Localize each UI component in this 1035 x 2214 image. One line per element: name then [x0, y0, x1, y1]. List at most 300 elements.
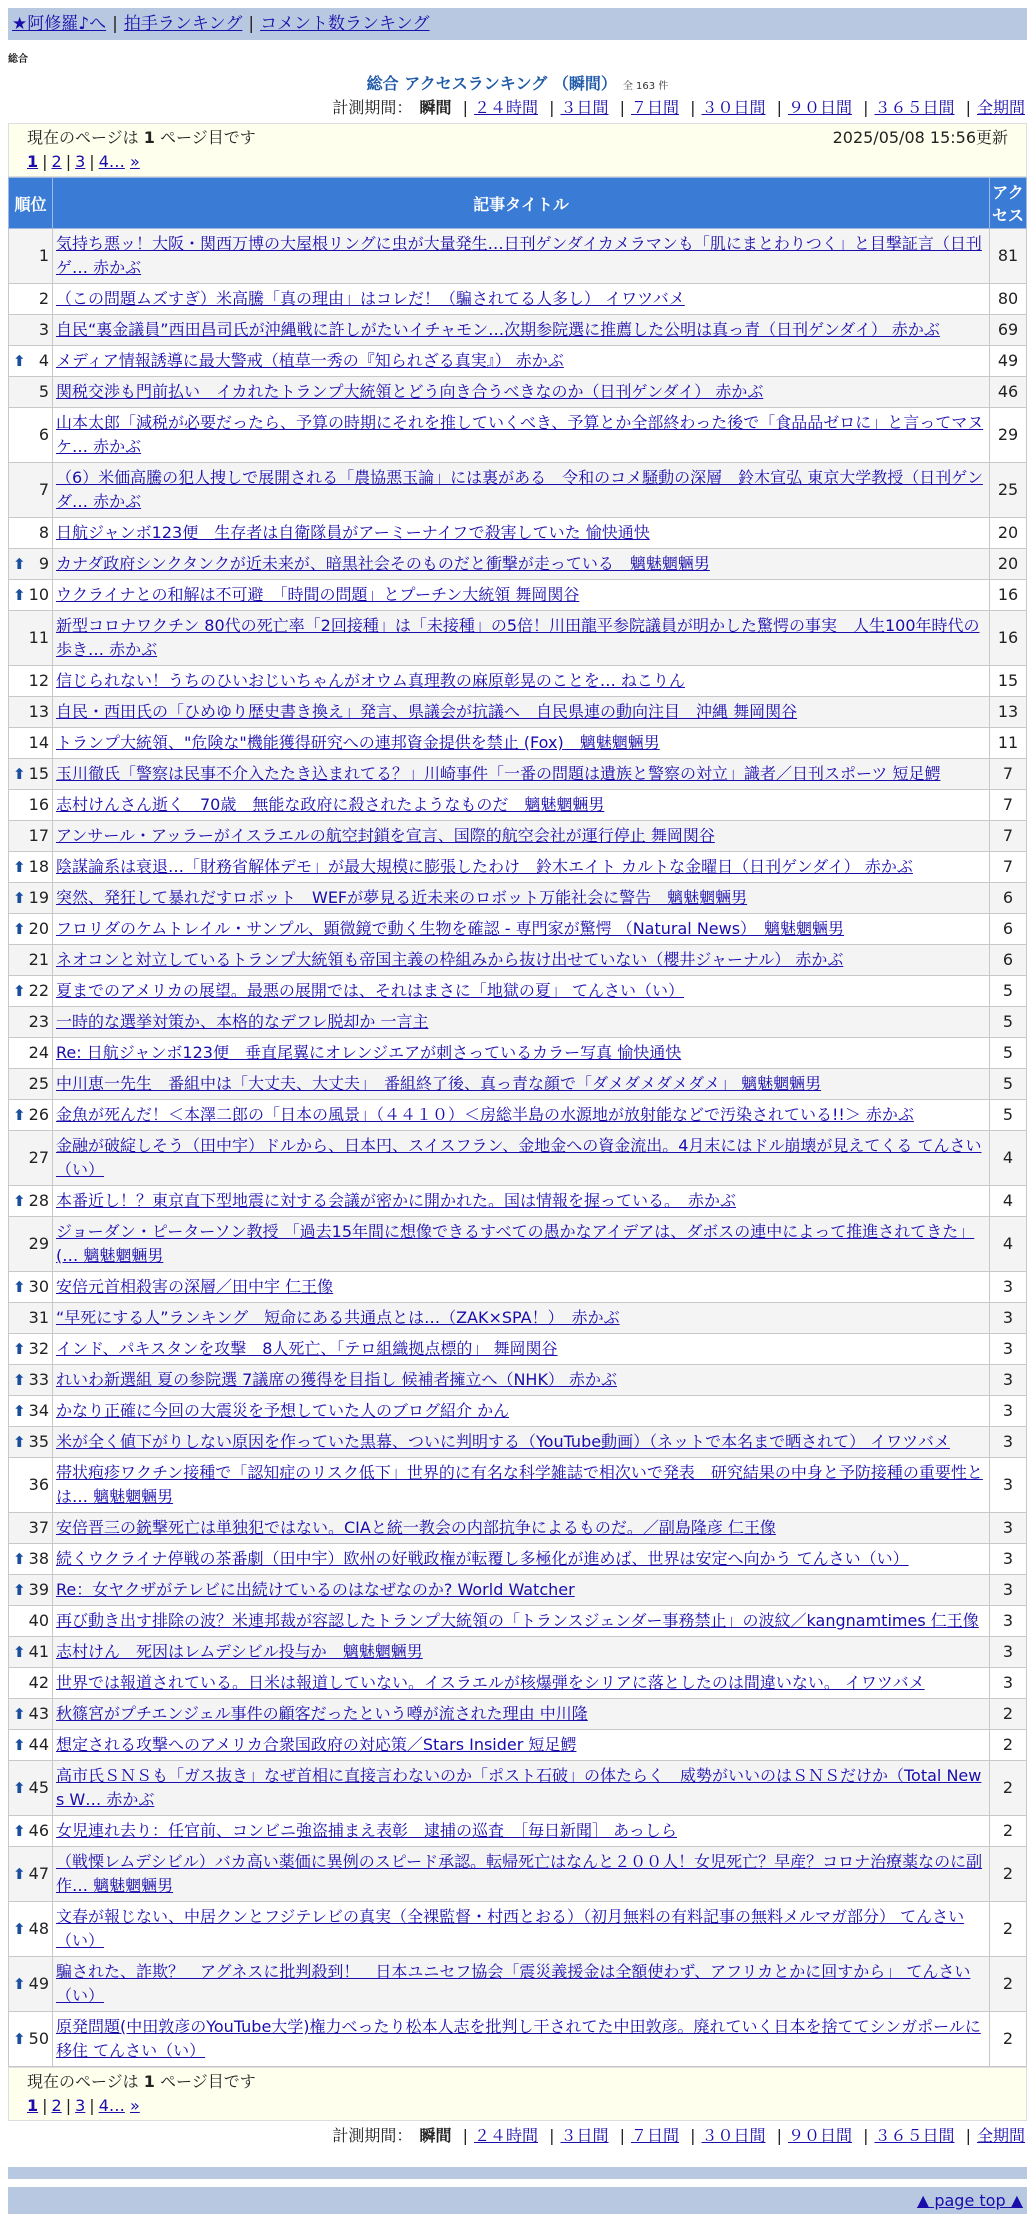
period-link-all[interactable]: 全期間: [976, 2126, 1025, 2145]
title-cell: [53, 1396, 990, 1427]
title-cell: [53, 611, 990, 666]
table-row: [9, 1365, 1027, 1396]
rank-up-arrow-icon: ⬆: [13, 555, 26, 573]
period-link-3d[interactable]: ３日間: [560, 2126, 609, 2145]
access-count: 2: [990, 1902, 1027, 1957]
ranking-title: 総合 アクセスランキング （瞬間）: [366, 74, 617, 93]
rank-cell: [9, 728, 53, 759]
table-row: [9, 1396, 1027, 1427]
rank-number: 13: [28, 702, 49, 721]
rank-number: 20: [28, 919, 49, 938]
article-title-link[interactable]: 玉川徹氏「警察は民事不介入たたき込まれてる？」川崎事件「一番の問題は遺族と警察の対立」識者／日刊スポーツ 短足鰐: [56, 764, 941, 783]
rank-cell: [9, 1100, 53, 1131]
period-link-365d[interactable]: ３６５日間: [874, 98, 955, 117]
title-cell: [53, 1606, 990, 1637]
title-cell: [53, 2012, 990, 2067]
rank-up-arrow-icon: ⬆: [13, 1581, 26, 1599]
rank-number: 28: [28, 1191, 49, 1210]
rank-cell: [9, 759, 53, 790]
rank-number: 12: [28, 671, 49, 690]
rank-cell: [9, 1816, 53, 1847]
article-title-link[interactable]: 新型コロナワクチン 80代の死亡率「2回接種」は「未接種」の5倍！川田龍平参院議員が明かした驚愕の事実 人生100年時代の歩き… 赤かぶ: [56, 616, 980, 659]
article-title-link[interactable]: 山本太郎「減税が必要だったら、予算の時期にそれを推していくべき、予算とか全部終わった後で「食品品ゼロに」と言ってマヌケ… 赤かぶ: [56, 413, 984, 456]
access-count: 5: [990, 1038, 1027, 1069]
table-row: [9, 790, 1027, 821]
table-row: [9, 883, 1027, 914]
period-label: 計測期間：: [332, 98, 413, 117]
article-title-link[interactable]: 原発問題(中田敦彦のYouTube大学)権力べったり松本人志を批判し干されてた中田敦彦。廃れていく日本を捨ててシンガポールに移住 てんさい（い）: [56, 2017, 981, 2060]
rank-cell: [9, 945, 53, 976]
rank-number: 35: [28, 1432, 49, 1451]
rank-up-arrow-icon: ⬆: [13, 586, 26, 604]
rank-up-arrow-icon: ⬆: [13, 889, 26, 907]
title-cell: [53, 377, 990, 408]
next-page-link[interactable]: »: [129, 2096, 140, 2115]
table-row: [9, 408, 1027, 463]
rank-up-arrow-icon: ⬆: [13, 1779, 26, 1797]
title-cell: [53, 728, 990, 759]
rank-cell: [9, 2012, 53, 2067]
page-link-2[interactable]: 2: [51, 2096, 62, 2115]
access-count: 3: [990, 1668, 1027, 1699]
table-row: [9, 549, 1027, 580]
title-cell: [53, 1427, 990, 1458]
rank-cell: [9, 1272, 53, 1303]
rank-cell: [9, 1303, 53, 1334]
rank-number: 50: [28, 2029, 49, 2048]
rank-number: 9: [38, 554, 49, 573]
period-label: 計測期間：: [332, 2126, 413, 2145]
article-title-link[interactable]: （6）米価高騰の犯人捜しで展開される「農協悪玉論」には裏がある 令和のコメ騒動の深層 鈴木宣弘 東京大学教授（日刊ゲンダ… 赤かぶ: [56, 468, 983, 511]
title-cell: [53, 1957, 990, 2012]
rank-cell: [9, 883, 53, 914]
page-link-4[interactable]: 4…: [98, 2096, 125, 2115]
home-link[interactable]: ★阿修羅♪へ: [12, 14, 107, 34]
article-title-link[interactable]: 自民“裏金議員”西田昌司氏が沖縄戦に許しがたいイチャモン…次期参院選に推薦した公明は真っ青（日刊ゲンダイ） 赤かぶ: [56, 320, 940, 339]
rank-number: 46: [28, 1821, 49, 1840]
top-nav-bar: [8, 8, 1027, 40]
title-cell: [53, 580, 990, 611]
rank-cell: [9, 346, 53, 377]
rank-up-arrow-icon: ⬆: [13, 1340, 26, 1358]
table-row: [9, 1131, 1027, 1186]
rank-cell: [9, 1217, 53, 1272]
page-link-3[interactable]: 3: [75, 2096, 86, 2115]
article-title-link[interactable]: カナダ政府シンクタンクが近未来が、暗黒社会そのものだと衝撃が走っている 魑魅魍魎男: [56, 554, 710, 573]
access-count: 7: [990, 790, 1027, 821]
period-link-365d[interactable]: ３６５日間: [874, 2126, 955, 2145]
rank-number: 6: [38, 425, 49, 444]
access-count: 5: [990, 976, 1027, 1007]
access-count: 5: [990, 1100, 1027, 1131]
title-cell: [53, 1816, 990, 1847]
rank-cell: [9, 1458, 53, 1513]
rank-cell: [9, 463, 53, 518]
comment-ranking-link[interactable]: コメント数ランキング: [260, 14, 430, 34]
article-title-link[interactable]: トランプ大統領、"危険な"機能獲得研究への連邦資金提供を禁止 (Fox) 魑魅魍魎男: [56, 733, 660, 752]
article-title-link[interactable]: 文春が報じない、中居クンとフジテレビの真実（全裸監督・村西とおる）（初月無料の有料記事の無料メルマガ部分） てんさい（い）: [56, 1907, 965, 1950]
access-count: 4: [990, 1186, 1027, 1217]
rank-number: 29: [28, 1234, 49, 1253]
footer-divider: [8, 2167, 1027, 2179]
article-title-link[interactable]: 高市氏ＳＮＳも「ガス抜き」なぜ首相に直接言わないのか「ポスト石破」の体たらく 威勢がいいのはＳＮＳだけか（Total News W… 赤かぶ: [56, 1766, 982, 1809]
rank-up-arrow-icon: ⬆: [13, 858, 26, 876]
rank-cell: [9, 1847, 53, 1902]
access-count: 6: [990, 914, 1027, 945]
title-cell: [53, 1902, 990, 1957]
ranking-table-body: [9, 229, 1027, 2067]
rank-number: 5: [38, 382, 49, 401]
article-title-link[interactable]: Re: 日航ジャンボ123便 垂直尾翼にオレンジエアが刺さっているカラー写真 愉快通快: [56, 1043, 682, 1062]
rank-cell: [9, 315, 53, 346]
title-cell: [53, 1761, 990, 1816]
title-cell: [53, 852, 990, 883]
rank-number: 36: [28, 1475, 49, 1494]
period-link-30d[interactable]: ３０日間: [701, 98, 766, 117]
rank-up-arrow-icon: ⬆: [13, 765, 26, 783]
title-cell: [53, 790, 990, 821]
period-link-90d[interactable]: ９０日間: [787, 2126, 852, 2145]
table-row: [9, 463, 1027, 518]
period-link-3d[interactable]: ３日間: [560, 98, 609, 117]
article-title-link[interactable]: 女児連れ去り：任官前、コンビニ強盗捕まえ表彰 逮捕の巡査 ［毎日新聞］ あっしら: [56, 1821, 677, 1840]
rank-number: 15: [28, 764, 49, 783]
rank-cell: [9, 1069, 53, 1100]
rank-cell: [9, 697, 53, 728]
rank-number: 42: [28, 1673, 49, 1692]
title-cell: [53, 1334, 990, 1365]
article-title-link[interactable]: ネオコンと対立しているトランプ大統領も帝国主義の枠組みから抜け出せていない（櫻井ジャーナル） 赤かぶ: [56, 950, 844, 969]
table-row: [9, 1902, 1027, 1957]
access-count: 4: [990, 1131, 1027, 1186]
article-title-link[interactable]: 安倍元首相殺害の深層／田中宇 仁王像: [56, 1277, 334, 1296]
column-header-access: アクセス: [990, 178, 1027, 229]
table-row: [9, 976, 1027, 1007]
page-status-bottom: 現在のページは 1 ページ目です: [27, 2072, 256, 2091]
article-title-link[interactable]: フロリダのケムトレイル・サンプル、顕微鏡で動く生物を確認 - 専門家が驚愕 （Natural News） 魑魅魍魎男: [56, 919, 845, 938]
rank-up-arrow-icon: ⬆: [13, 920, 26, 938]
table-row: [9, 821, 1027, 852]
rank-up-arrow-icon: ⬆: [13, 1705, 26, 1723]
access-count: 7: [990, 759, 1027, 790]
title-cell: [53, 976, 990, 1007]
table-row: [9, 377, 1027, 408]
title-cell: [53, 229, 990, 284]
access-count: 2: [990, 1761, 1027, 1816]
access-count: 80: [990, 284, 1027, 315]
rank-number: 11: [28, 628, 49, 647]
rank-cell: [9, 1186, 53, 1217]
period-selector-bottom: 計測期間： 瞬間 | ２４時間 | ３日間 | ７日間 | ３０日間 | ９０日間 | ３６５日間 | 全期間: [332, 2126, 1025, 2145]
rank-cell: [9, 377, 53, 408]
article-title-link[interactable]: 志村けん 死因はレムデシビル投与か 魑魅魍魎男: [56, 1642, 423, 1661]
page-top-bar: [8, 2187, 1027, 2214]
article-title-link[interactable]: れいわ新選組 夏の参院選 7議席の獲得を目指し 候補者擁立へ（NHK） 赤かぶ: [56, 1370, 618, 1389]
table-row: [9, 1100, 1027, 1131]
access-count: 3: [990, 1365, 1027, 1396]
rank-up-arrow-icon: ⬆: [13, 982, 26, 1000]
pager-top: [8, 123, 1027, 177]
title-cell: [53, 1100, 990, 1131]
article-title-link[interactable]: ジョーダン・ピーターソン教授 「過去15年間に想像できるすべての愚かなアイデアは、ダボスの連中によって推進されてきた」(… 魑魅魍魎男: [56, 1222, 975, 1265]
article-title-link[interactable]: 自民・西田氏の「ひめゆり歴史書き換え」発言、県議会が抗議へ 自民県連の動向注目 沖縄 舞岡関谷: [56, 702, 798, 721]
title-cell: [53, 1699, 990, 1730]
page-link-3[interactable]: 3: [75, 152, 86, 171]
article-title-link[interactable]: インド、パキスタンを攻撃 8人死亡、「テロ組織拠点標的」 舞岡関谷: [56, 1339, 558, 1358]
article-title-link[interactable]: 一時的な選挙対策か、本格的なデフレ脱却か 一言主: [56, 1012, 429, 1031]
article-title-link[interactable]: 世界では報道されている。日米は報道していない。イスラエルが核爆弾をシリアに落としたのは間違いない。 イワツバメ: [56, 1673, 925, 1692]
rank-cell: [9, 666, 53, 697]
page-link-1[interactable]: 1: [27, 152, 39, 171]
rank-cell: [9, 1668, 53, 1699]
rank-cell: [9, 284, 53, 315]
rank-cell: [9, 580, 53, 611]
table-row: [9, 1544, 1027, 1575]
title-cell: [53, 1365, 990, 1396]
article-title-link[interactable]: 本番近し！？東京直下型地震に対する会議が密かに開かれた。国は情報を握っている。 赤かぶ: [56, 1191, 737, 1210]
article-title-link[interactable]: 安倍晋三の銃撃死亡は単独犯ではない。CIAと統一教会の内部抗争によるものだ。／副島隆彦 仁王像: [56, 1518, 776, 1537]
article-title-link[interactable]: 志村けんさん逝く 70歳 無能な政府に殺されたようなものだ 魑魅魍魎男: [56, 795, 605, 814]
period-link-30d[interactable]: ３０日間: [701, 2126, 766, 2145]
table-row: [9, 1458, 1027, 1513]
rank-up-arrow-icon: ⬆: [13, 1371, 26, 1389]
table-row: [9, 1699, 1027, 1730]
article-title-link[interactable]: アンサール・アッラーがイスラエルの航空封鎖を宣言、国際的航空会社が運行停止 舞岡関谷: [56, 826, 715, 845]
rank-number: 38: [28, 1549, 49, 1568]
rank-cell: [9, 408, 53, 463]
rank-cell: [9, 518, 53, 549]
rank-cell: [9, 1131, 53, 1186]
access-count: 3: [990, 1458, 1027, 1513]
rank-cell: [9, 549, 53, 580]
title-cell: [53, 1458, 990, 1513]
rank-up-arrow-icon: ⬆: [13, 1433, 26, 1451]
rank-number: 7: [38, 480, 49, 499]
table-row: [9, 1303, 1027, 1334]
rank-up-arrow-icon: ⬆: [13, 1106, 26, 1124]
article-title-link[interactable]: 続くウクライナ停戦の茶番劇（田中宇）欧州の好戦政権が転覆し多極化が進めば、世界は安定へ向かう てんさい（い）: [56, 1549, 909, 1568]
title-cell: [53, 315, 990, 346]
article-title-link[interactable]: 米が全く値下がりしない原因を作っていた黒幕、ついに判明する（YouTube動画）（ネットで本名まで晒されて） イワツバメ: [56, 1432, 950, 1451]
title-cell: [53, 666, 990, 697]
article-title-link[interactable]: 関税交渉も門前払い イカれたトランプ大統領とどう向き合うべきなのか（日刊ゲンダイ） 赤かぶ: [56, 382, 764, 401]
access-count: 2: [990, 1957, 1027, 2012]
access-count: 3: [990, 1396, 1027, 1427]
rank-cell: [9, 1513, 53, 1544]
rank-up-arrow-icon: ⬆: [13, 1975, 26, 1993]
rank-up-arrow-icon: ⬆: [13, 1278, 26, 1296]
title-cell: [53, 1007, 990, 1038]
rank-cell: [9, 852, 53, 883]
rank-up-arrow-icon: ⬆: [13, 1643, 26, 1661]
title-cell: [53, 1186, 990, 1217]
rank-cell: [9, 1730, 53, 1761]
period-selector-top: 計測期間： 瞬間 | ２４時間 | ３日間 | ７日間 | ３０日間 | ９０日間 | ３６５日間 | 全期間: [332, 98, 1025, 117]
title-cell: [53, 883, 990, 914]
rank-number: 48: [28, 1919, 49, 1938]
period-current: 瞬間: [419, 98, 452, 117]
rank-cell: [9, 790, 53, 821]
rank-cell: [9, 821, 53, 852]
table-row: [9, 1427, 1027, 1458]
table-row: [9, 229, 1027, 284]
title-cell: [53, 284, 990, 315]
article-title-link[interactable]: 中川恵一先生 番組中は「大丈夫、大丈夫」 番組終了後、真っ青な顔で「ダメダメダメダメ」 魑魅魍魎男: [56, 1074, 822, 1093]
article-title-link[interactable]: 金魚が死んだ！＜本澤二郎の「日本の風景」（４４１０）＜房総半島の水源地が放射能などで汚染されている!!＞ 赤かぶ: [56, 1105, 914, 1124]
article-title-link[interactable]: メディア情報誘導に最大警戒（植草一秀の『知られざる真実』） 赤かぶ: [56, 351, 564, 370]
rank-cell: [9, 1396, 53, 1427]
access-count: 7: [990, 852, 1027, 883]
article-title-link[interactable]: かなり正確に今回の大震災を予想していた人のブログ紹介 かん: [56, 1401, 510, 1420]
page-links-bottom: 1 | 2 | 3 | 4… »: [27, 2096, 140, 2115]
access-count: 3: [990, 1606, 1027, 1637]
title-cell: [53, 1668, 990, 1699]
rank-cell: [9, 611, 53, 666]
rank-cell: [9, 1606, 53, 1637]
access-count: 2: [990, 2012, 1027, 2067]
article-title-link[interactable]: （戦慄レムデシビル）バカ高い薬価に異例のスピード承認。転帰死亡はなんと２００人！女児死亡？早産？コロナ治療薬なのに副作… 魑魅魍魎男: [56, 1852, 983, 1895]
rank-up-arrow-icon: ⬆: [13, 1550, 26, 1568]
table-row: [9, 666, 1027, 697]
rank-up-arrow-icon: ⬆: [13, 1920, 26, 1938]
rank-number: 18: [28, 857, 49, 876]
table-row: [9, 1334, 1027, 1365]
page-link-2[interactable]: 2: [51, 152, 62, 171]
rank-cell: [9, 914, 53, 945]
title-cell: [53, 408, 990, 463]
table-row: [9, 580, 1027, 611]
rank-up-arrow-icon: ⬆: [13, 1192, 26, 1210]
article-title-link[interactable]: 騙された、詐欺？ アグネスに批判殺到！ 日本ユニセフ協会「震災義援金は全額使わず、アフリカとかに回すから」 てんさい（い）: [56, 1962, 971, 2005]
rank-number: 23: [28, 1012, 49, 1031]
article-title-link[interactable]: （この問題ムズすぎ）米高騰「真の理由」はコレだ！（騙されてる人多し） イワツバメ: [56, 289, 685, 308]
column-header-rank: 順位: [9, 178, 53, 229]
rank-number: 1: [38, 246, 49, 265]
table-row: [9, 1816, 1027, 1847]
rank-number: 31: [28, 1308, 49, 1327]
nav-separator: |: [248, 14, 255, 34]
table-row: [9, 1038, 1027, 1069]
article-title-link[interactable]: 突然、発狂して暴れだすロボット WEFが夢見る近未来のロボット万能社会に警告 魑魅魍魎男: [56, 888, 748, 907]
title-cell: [53, 1513, 990, 1544]
access-count: 3: [990, 1544, 1027, 1575]
table-row: [9, 1272, 1027, 1303]
next-page-link[interactable]: »: [129, 152, 140, 171]
period-link-7d[interactable]: ７日間: [630, 98, 679, 117]
period-link-all[interactable]: 全期間: [976, 98, 1025, 117]
title-cell: [53, 1303, 990, 1334]
rank-number: 27: [28, 1148, 49, 1167]
access-count: 16: [990, 580, 1027, 611]
rank-cell: [9, 1699, 53, 1730]
rank-cell: [9, 976, 53, 1007]
table-row: [9, 284, 1027, 315]
rank-number: 4: [38, 351, 49, 370]
rank-cell: [9, 1544, 53, 1575]
title-cell: [53, 821, 990, 852]
article-title-link[interactable]: 信じられない！うちのひいおじいちゃんがオウム真理教の麻原彰晃のことを… ねこりん: [56, 671, 685, 690]
period-link-90d[interactable]: ９０日間: [787, 98, 852, 117]
article-title-link[interactable]: 気持ち悪ッ！大阪・関西万博の大屋根リングに虫が大量発生…日刊ゲンダイカメラマンも「肌にまとわりつく」と目撃証言（日刊ゲ… 赤かぶ: [56, 234, 982, 277]
rank-number: 10: [28, 585, 49, 604]
title-cell: [53, 1069, 990, 1100]
article-title-link[interactable]: ウクライナとの和解は不可避 「時間の問題」とプーチン大統領 舞岡関谷: [56, 585, 580, 604]
access-count: 2: [990, 1847, 1027, 1902]
page-link-1[interactable]: 1: [27, 2096, 39, 2115]
article-title-link[interactable]: 秋篠宮がプチエンジェル事件の顧客だったという噂が流された理由 中川隆: [56, 1704, 588, 1723]
article-title-link[interactable]: 帯状疱疹ワクチン接種で「認知症のリスク低下」世界的に有名な科学雑誌で相次いで発表 研究結果の中身と予防接種の重要性とは… 魑魅魍魎男: [56, 1463, 983, 1506]
access-count: 3: [990, 1272, 1027, 1303]
access-count: 49: [990, 346, 1027, 377]
page-status: 現在のページは 1 ページ目です: [27, 128, 256, 147]
rank-cell: [9, 1957, 53, 2012]
article-title-link[interactable]: 日航ジャンボ123便 生存者は自衛隊員がアーミーナイフで殺害していた 愉快通快: [56, 523, 650, 542]
rank-number: 22: [28, 981, 49, 1000]
column-header-title: 記事タイトル: [53, 178, 990, 229]
article-title-link[interactable]: 再び動き出す排除の波？米連邦裁が容認したトランプ大統領の「トランスジェンダー事務禁止」の波紋／kangnamtimes 仁王像: [56, 1611, 979, 1630]
access-count: 7: [990, 821, 1027, 852]
table-row: [9, 852, 1027, 883]
access-count: 29: [990, 408, 1027, 463]
table-row: [9, 914, 1027, 945]
access-count: 25: [990, 463, 1027, 518]
title-cell: [53, 549, 990, 580]
title-cell: [53, 1038, 990, 1069]
rank-number: 45: [28, 1778, 49, 1797]
nav-separator: |: [112, 14, 118, 34]
title-cell: [53, 346, 990, 377]
table-row: [9, 945, 1027, 976]
article-title-link[interactable]: Re：女ヤクザがテレビに出続けているのはなぜなのか? World Watcher: [56, 1580, 575, 1599]
article-title-link[interactable]: 陰謀論系は衰退…「財務省解体デモ」が最大規模に膨張したわけ 鈴木エイト カルトな金曜日（日刊ゲンダイ） 赤かぶ: [56, 857, 913, 876]
access-count: 69: [990, 315, 1027, 346]
pager-bottom: [8, 2067, 1027, 2121]
rank-number: 37: [28, 1518, 49, 1537]
period-link-7d[interactable]: ７日間: [630, 2126, 679, 2145]
article-title-link[interactable]: “早死にする人”ランキング 短命にある共通点とは…（ZAK×SPA！） 赤かぶ: [56, 1308, 620, 1327]
page-top-link[interactable]: ▲ page top ▲: [916, 2191, 1023, 2210]
rank-up-arrow-icon: ⬆: [13, 1736, 26, 1754]
ranking-table: [8, 177, 1027, 2067]
applause-ranking-link[interactable]: 拍手ランキング: [123, 14, 243, 34]
rank-cell: [9, 1575, 53, 1606]
title-cell: [53, 759, 990, 790]
article-title-link[interactable]: 想定される攻撃へのアメリカ合衆国政府の対応策／Stars Insider 短足鰐: [56, 1735, 577, 1754]
table-row: [9, 1761, 1027, 1816]
article-title-link[interactable]: 夏までのアメリカの展望。最悪の展開では、それはまさに「地獄の夏」 てんさい（い）: [56, 981, 684, 1000]
access-count: 4: [990, 1217, 1027, 1272]
access-count: 16: [990, 611, 1027, 666]
rank-cell: [9, 1637, 53, 1668]
rank-number: 30: [28, 1277, 49, 1296]
rank-number: 44: [28, 1735, 49, 1754]
title-cell: [53, 1575, 990, 1606]
table-row: [9, 759, 1027, 790]
page-links: 1 | 2 | 3 | 4… »: [27, 152, 140, 171]
title-cell: [53, 518, 990, 549]
rank-up-arrow-icon: ⬆: [13, 2030, 26, 2048]
rank-number: 41: [28, 1642, 49, 1661]
page-link-4[interactable]: 4…: [98, 152, 125, 171]
access-count: 5: [990, 1069, 1027, 1100]
rank-number: 8: [38, 523, 49, 542]
period-link-24h[interactable]: ２４時間: [473, 2126, 538, 2145]
period-link-24h[interactable]: ２４時間: [473, 98, 538, 117]
rank-number: 47: [28, 1864, 49, 1883]
rank-cell: [9, 1007, 53, 1038]
article-title-link[interactable]: 金融が破綻しそう（田中宇）ドルから、日本円、スイスフラン、金地金への資金流出。4月末にはドル崩壊が見えてくる てんさい（い）: [56, 1136, 982, 1179]
table-row: [9, 1007, 1027, 1038]
